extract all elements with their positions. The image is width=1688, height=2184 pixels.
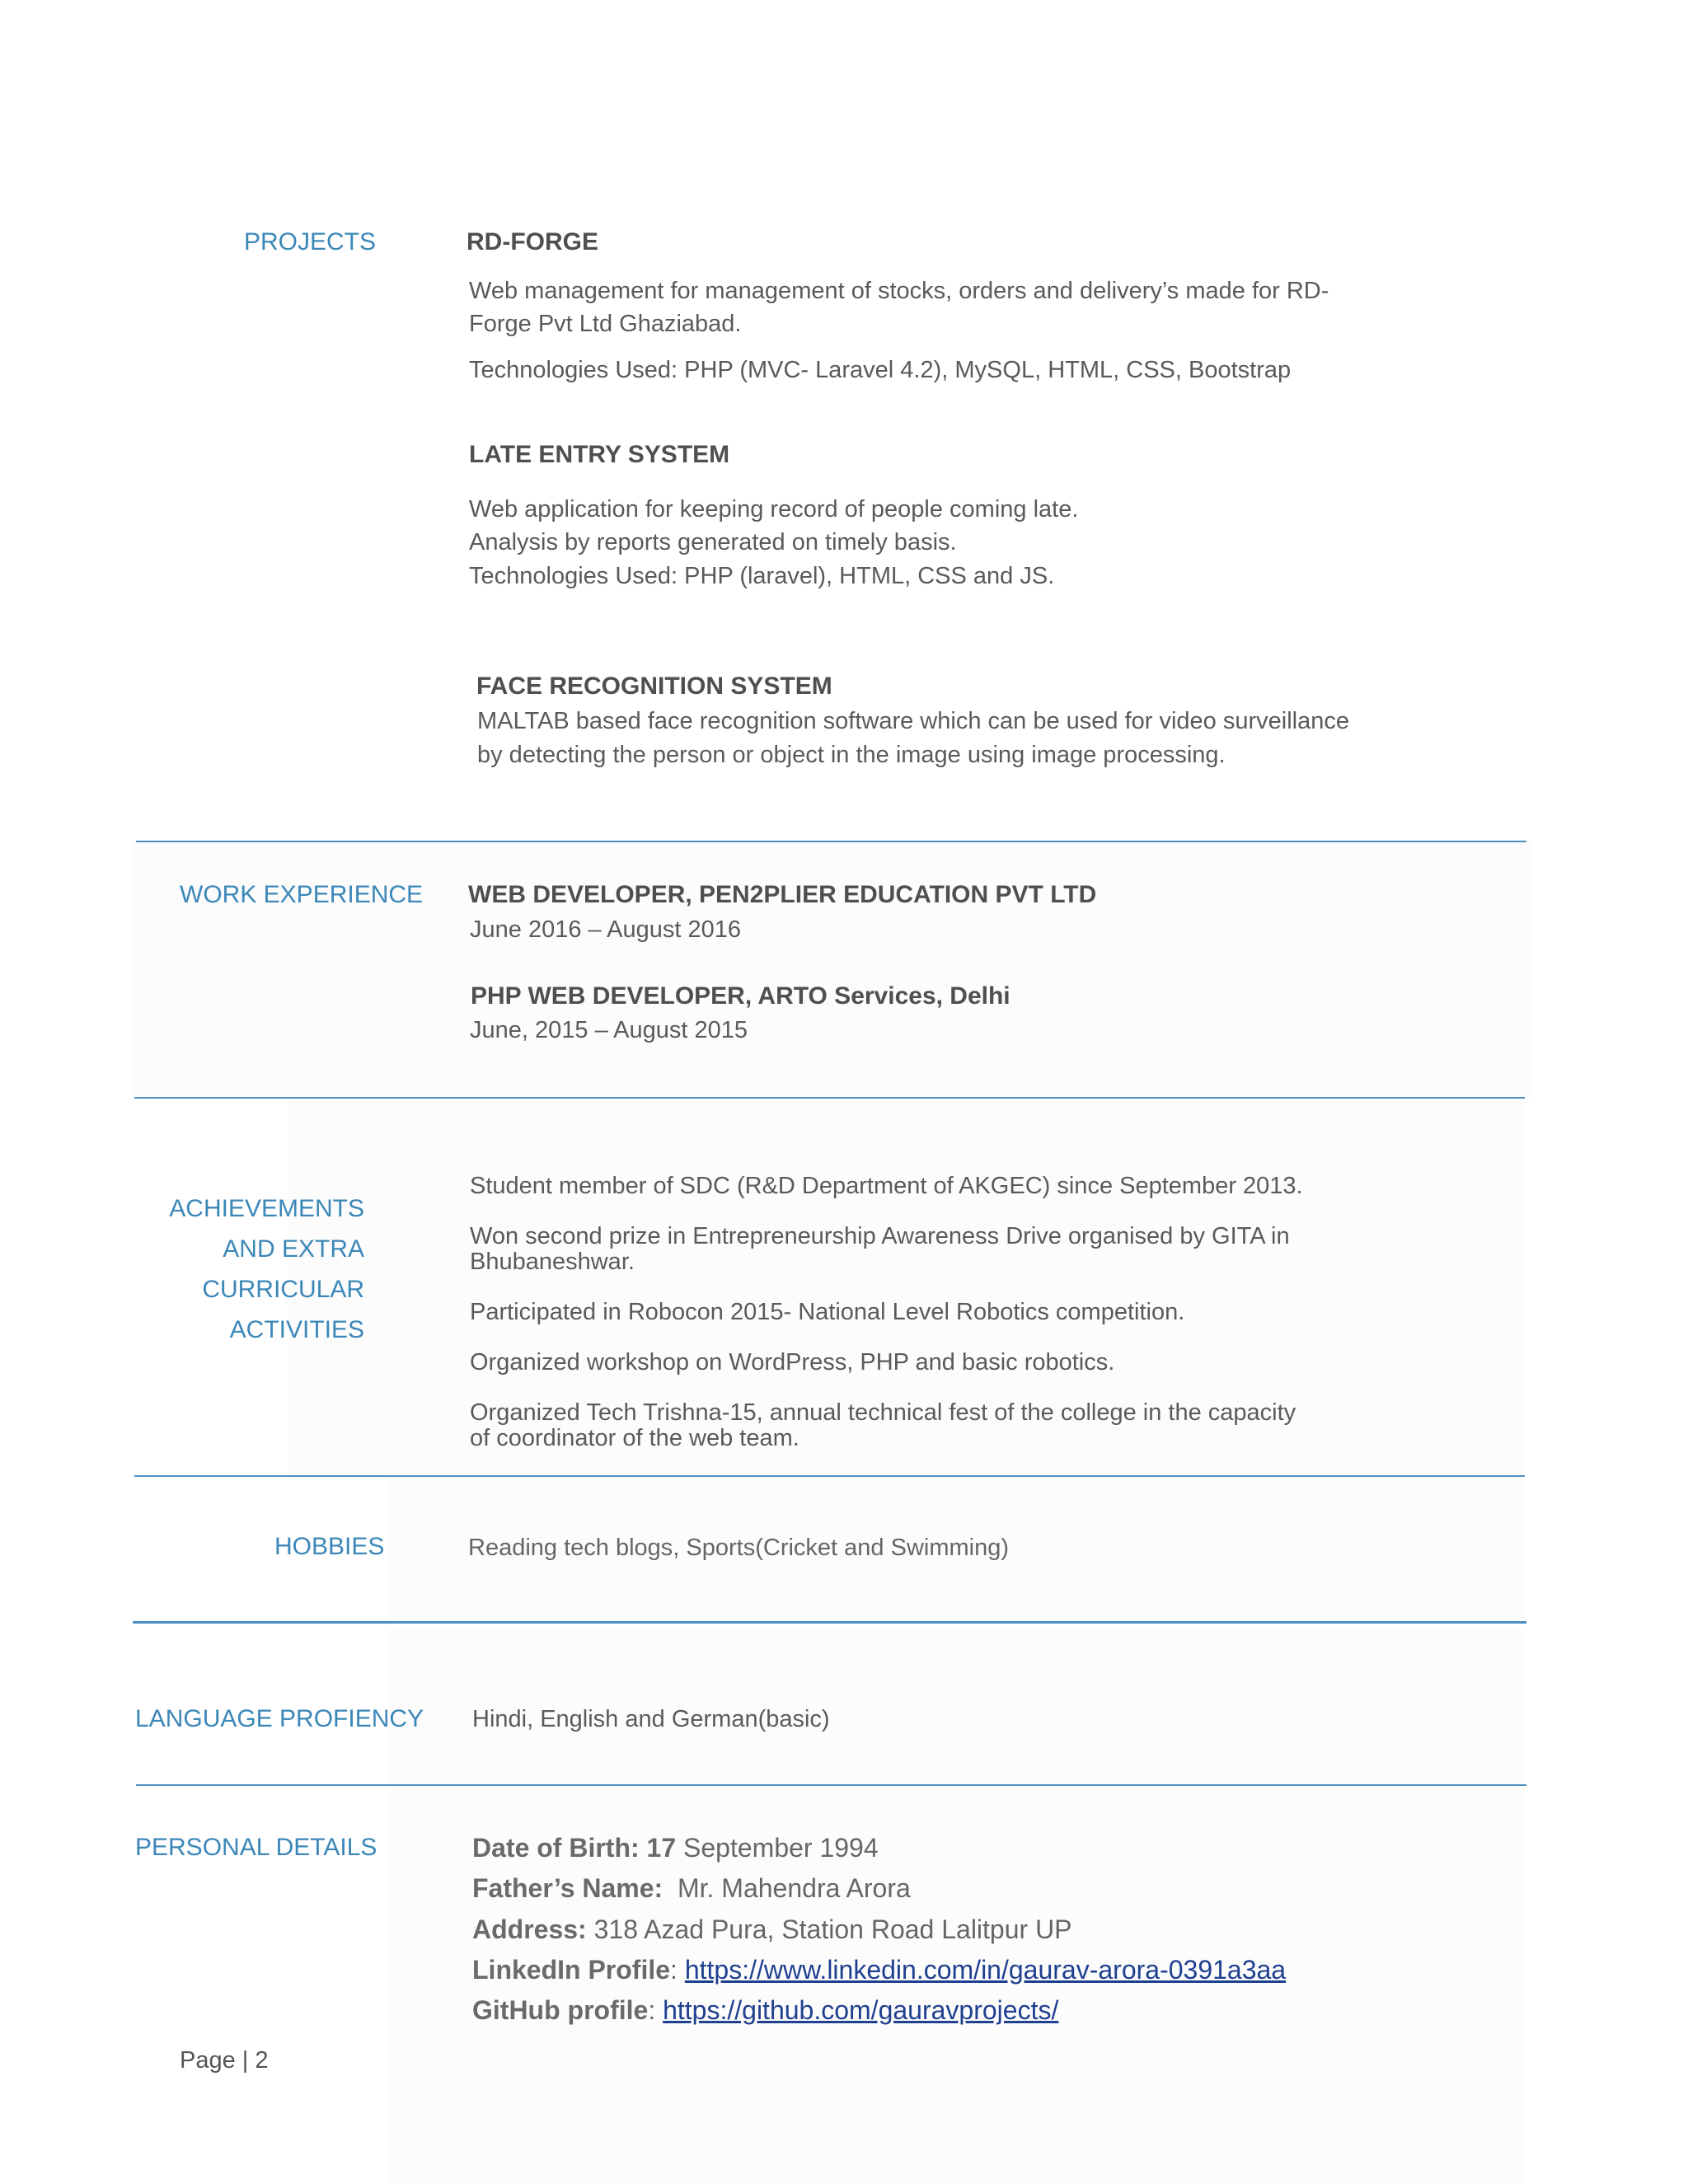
label-line: ACHIEVEMENTS <box>169 1195 364 1222</box>
project-desc-line: by detecting the person or object in the image using image processing. <box>477 742 1226 768</box>
label-line: CURRICULAR <box>202 1276 364 1303</box>
achievement-item: Bhubaneshwar. <box>470 1249 635 1275</box>
job-dates: June 2016 – August 2016 <box>470 916 741 943</box>
section-divider <box>136 841 1526 842</box>
section-divider <box>136 1784 1526 1786</box>
language-text: Hindi, English and German(basic) <box>472 1706 830 1732</box>
project-tech-line: Technologies Used: PHP (MVC- Laravel 4.2), MySQL, HTML, CSS, Bootstrap <box>469 357 1292 383</box>
address-label: Address: <box>472 1915 587 1944</box>
project-desc-line: MALTAB based face recognition software which can be used for video surveillance <box>477 708 1349 734</box>
father-label: Father’s Name: <box>472 1873 663 1903</box>
achievement-item: Participated in Robocon 2015- National Level Robotics competition. <box>470 1299 1185 1325</box>
work-section-label: WORK EXPERIENCE <box>180 881 424 908</box>
hobbies-text: Reading tech blogs, Sports(Cricket and Swimming) <box>468 1535 1009 1561</box>
linkedin-line <box>472 1950 1286 1990</box>
project-title-late-entry: LATE ENTRY SYSTEM <box>469 441 730 468</box>
job-dates: June, 2015 – August 2015 <box>470 1017 748 1043</box>
personal-section-label: PERSONAL DETAILS <box>135 1834 377 1861</box>
dob-label: Date of Birth: 17 <box>472 1833 677 1863</box>
achievements-section-label <box>124 1188 364 1350</box>
dob-line <box>472 1828 879 1868</box>
dob-value: September 1994 <box>676 1833 879 1863</box>
language-section-label: LANGUAGE PROFIENCY <box>135 1705 424 1732</box>
father-line <box>472 1868 911 1908</box>
github-sep: : <box>648 1995 663 2025</box>
achievement-item: Student member of SDC (R&D Department of AKGEC) since September 2013. <box>470 1173 1303 1199</box>
project-desc-line: Web management for management of stocks, orders and delivery’s made for RD- <box>469 278 1329 304</box>
project-desc-line: Web application for keeping record of people coming late. <box>469 496 1079 523</box>
achievement-item: Won second prize in Entrepreneurship Awareness Drive organised by GITA in <box>470 1223 1290 1249</box>
hobbies-section-label: HOBBIES <box>274 1533 385 1560</box>
section-divider <box>133 1621 1526 1624</box>
section-divider <box>134 1097 1525 1099</box>
achievement-item: of coordinator of the web team. <box>470 1425 799 1451</box>
project-title-rd-forge: RD-FORGE <box>467 228 598 255</box>
label-line: AND EXTRA <box>223 1235 364 1263</box>
father-value: Mr. Mahendra Arora <box>663 1873 911 1903</box>
address-value: 318 Azad Pura, Station Road Lalitpur UP <box>586 1915 1072 1944</box>
achievement-item: Organized workshop on WordPress, PHP and basic robotics. <box>470 1349 1115 1376</box>
section-divider <box>134 1475 1525 1477</box>
project-tech-line: Technologies Used: PHP (laravel), HTML, CSS and JS. <box>469 563 1055 589</box>
github-label: GitHub profile <box>472 1995 649 2025</box>
project-desc-line: Analysis by reports generated on timely basis. <box>469 529 957 555</box>
page-number: Page | 2 <box>180 2047 269 2074</box>
linkedin-link[interactable]: https://www.linkedin.com/in/gaurav-arora-0391a3aa <box>684 1955 1287 1985</box>
github-line <box>472 1990 1058 2030</box>
github-link[interactable]: https://github.com/gauravprojects/ <box>663 1995 1059 2025</box>
projects-section-label: PROJECTS <box>243 228 376 255</box>
address-line <box>472 1910 1072 1949</box>
job-title: PHP WEB DEVELOPER, ARTO Services, Delhi <box>471 982 1010 1010</box>
label-line: ACTIVITIES <box>229 1316 364 1343</box>
achievement-item: Organized Tech Trishna-15, annual technical fest of the college in the capacity <box>470 1399 1296 1426</box>
job-title: WEB DEVELOPER, PEN2PLIER EDUCATION PVT LTD <box>468 881 1097 908</box>
project-desc-line: Forge Pvt Ltd Ghaziabad. <box>469 311 742 337</box>
project-title-face-recognition: FACE RECOGNITION SYSTEM <box>476 673 832 700</box>
linkedin-label: LinkedIn Profile <box>472 1955 671 1985</box>
linkedin-sep: : <box>670 1955 685 1985</box>
